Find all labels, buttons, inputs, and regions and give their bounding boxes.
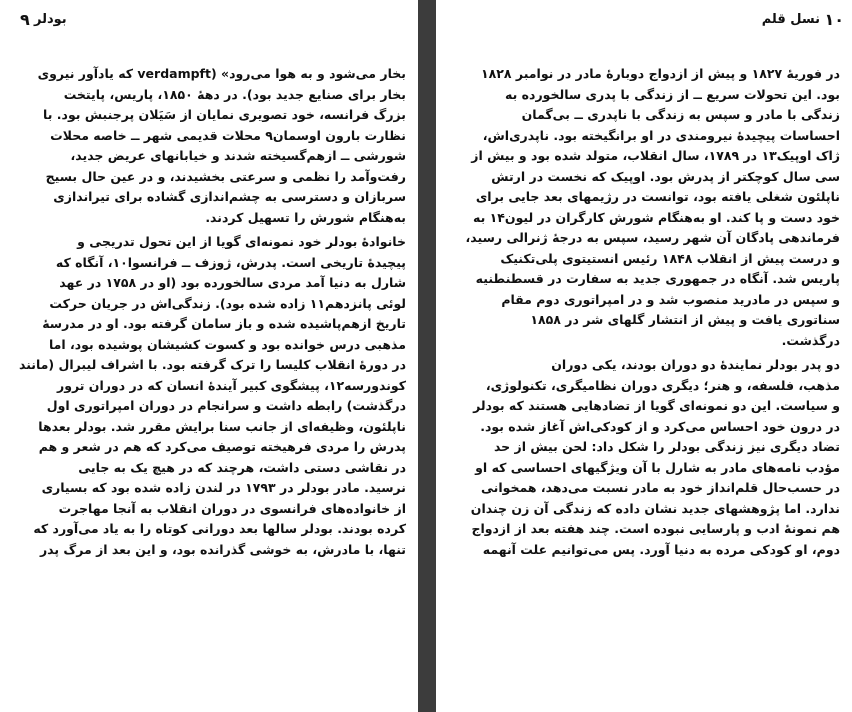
text-line: در فوریهٔ ۱۸۲۷ و پیش از ازدواج دوبارهٔ مادر در نوامبر ۱۸۲۸	[481, 66, 840, 81]
left-page	[0, 0, 418, 712]
text-line: کرده بودند. بودلر سالها بعد دورانی کوتاه را به یاد می‌آورد که	[33, 521, 406, 536]
text-line: دو پدر بودلر نمایندهٔ دو دوران بودند، یکی دوران	[551, 357, 840, 372]
text-line: رفت‌وآمد را نظمی و سرعتی بخشیدند، و در عین حال بسیج	[45, 168, 406, 184]
left-running-title: بودلر	[34, 12, 67, 27]
text-line: بود. این تحولات سریع ــ از زندگی با پدری سالخورده به	[505, 86, 840, 102]
text-line: نظارت بارون اوسمان۹ محلات قدیمی شهر ــ خاصه محلات	[50, 127, 406, 143]
text-line: دوم، او کودکی مرده به دنیا آورد. پس می‌توانیم علت آنهمه	[482, 541, 840, 557]
text-line: زندگی با مادر و سپس به زندگی با ناپدری ــ بی‌گمان	[521, 107, 840, 122]
text-line: فرماندهی پادگان آن شهر رسید، سپس به درجهٔ ژنرالی رسید،	[465, 230, 840, 245]
text-line: در دورهٔ انقلاب کلیسا را ترک گرفته بود. با اشراف لیبرال (مانند	[18, 357, 406, 372]
left-page-header	[10, 8, 406, 32]
text-line: احساسات پیچیدهٔ نیرومندی در او برانگیخته بود. ناپدری‌اش،	[482, 127, 840, 143]
text-line: در حسب‌حال قلم‌انداز خود به مادر نسبت می‌دهد، همخوانی	[481, 480, 840, 495]
text-line: درگذشت.	[781, 332, 840, 348]
text-line: ناپلئون، وظیفه‌ای از جانب سنا برایش مقرر شد. بودلر بعدها	[38, 418, 406, 434]
text-line: در درون خود احساس می‌کرد و از کودکی‌اش آغاز شده بود.	[480, 418, 840, 434]
right-page-body	[465, 64, 840, 560]
left-page-number: ۹	[20, 10, 30, 29]
text-line: سناتوری یافت و پیش از انتشار گلهای شر در ۱۸۵۸	[530, 312, 840, 327]
text-line: سربازان و دسترسی به چشم‌اندازی گشاده برای تیراندازی	[53, 189, 406, 204]
text-line: ژاک اوپیک۱۳ در ۱۷۸۹، سال انقلاب، متولد شده بود و بیش از	[471, 148, 840, 163]
text-line: پیچیدهٔ تاریخی است. پدرش، ژوزف ــ فرانسوا۱۰، آنگاه که	[55, 254, 406, 270]
text-line: هم نمونهٔ ادب و پارسایی نبوده است. چند هفته بعد از ازدواج	[471, 521, 840, 536]
right-page-number: ۱۰	[824, 10, 844, 29]
text-line: ندارد. اما پژوهشهای جدید نشان داده که زندگی آن زن چندان	[470, 500, 840, 516]
text-line: خود دست و پا کند. او به‌هنگام شورش کارگران در لیون۱۴ به	[473, 209, 840, 225]
text-line: از خانواده‌های فرانسوی در دوران انقلاب به آنجا مهاجرت	[58, 500, 406, 516]
text-line: تنها، با مادرش، به خوشی گذرانده بود، و این بعد از مرگ پدر	[39, 541, 406, 557]
book-gutter	[418, 0, 436, 712]
text-line: کوندورسه۱۲، پیشگوی کبیر آیندهٔ انسان که در دوران ترور	[57, 377, 406, 393]
text-line: و درست پیش از انقلاب ۱۸۴۸ رئیس انستیتوی پلی‌تکنیک	[500, 250, 840, 266]
text-line: نرسید. مادر بودلر در ۱۷۹۳ در لندن زاده شده بود که بسیاری	[41, 480, 406, 495]
text-line: بخار می‌شود و به هوا می‌رود» (verdampft که یادآور نیروی	[37, 66, 406, 81]
right-page	[436, 0, 852, 712]
text-line: در نقاشی دستی داشت، هرچند که در هیچ یک به جایی	[78, 459, 406, 475]
text-line: تاریخ ازهم‌پاشیده شده و باز سامان گرفته بود. او در مدرسهٔ	[42, 316, 406, 331]
text-line: خانوادهٔ بودلر خود نمونه‌ای گویا از این تحول تدریجی و	[77, 234, 406, 249]
text-line: درگذشت) رابطه داشت و سرانجام در دوران امپراتوری اول	[46, 398, 406, 413]
text-line: مؤدب نامه‌های مادر به شارل با آن ویژگیهای احساسی که او	[475, 459, 840, 475]
text-line: شارل به دنیا آمد مردی سالخورده بود (او در ۱۷۵۸ در عهد	[59, 275, 406, 290]
text-line: مذهب، فلسفه، و هنر؛ دیگری دوران نظامیگری، تکنولوژی،	[485, 377, 840, 393]
right-running-title: نسل قلم	[761, 12, 820, 27]
left-page-body	[12, 64, 406, 560]
text-line: بخار برای صنایع جدید بود). در دههٔ ۱۸۵۰، پاریس، پایتخت	[63, 86, 406, 102]
text-line: پدرش را مردی فرهیخته توصیف می‌کرد که هم در شعر و هم	[38, 439, 406, 454]
text-line: ناپلئون شغلی یافته بود، توانست در رژیمهای بعد جایی برای	[475, 189, 840, 204]
text-line: مذهبی درس خوانده بود و کسوت کشیشان پوشیده بود، اما	[48, 336, 406, 352]
text-line: پاریس شد. آنگاه در جمهوری جدید به سفارت در قسطنطنیه	[475, 271, 840, 286]
text-line: به‌هنگام شورش را تسهیل کردند.	[205, 209, 406, 225]
text-line: و سیاست. این دو نمونه‌ای گویا از تضادهایی هستند که بودلر	[473, 398, 840, 413]
text-line: بزرگ فرانسه، خود تصویری نمایان از سَیَلان پرجنبش بود. با	[43, 107, 406, 122]
text-line: شورشی ــ ازهم‌گسیخته شدند و خیابانهای عریض جدید،	[70, 148, 406, 163]
text-line: تضاد دیگری نیز زندگی بودلر را شکل داد: لحن بیش از حد	[493, 439, 840, 454]
text-line: لوئی پانزدهم۱۱ زاده شده بود). زندگی‌اش در جریان حرکت	[49, 295, 406, 311]
text-line: سی سال کوچکتر از پدرش بود. اوپیک که نخست در ارتش	[491, 168, 840, 184]
right-page-header	[450, 8, 844, 32]
text-line: و سپس در مادرید منصوب شد و در امپراتوری دوم مقام	[501, 291, 840, 307]
